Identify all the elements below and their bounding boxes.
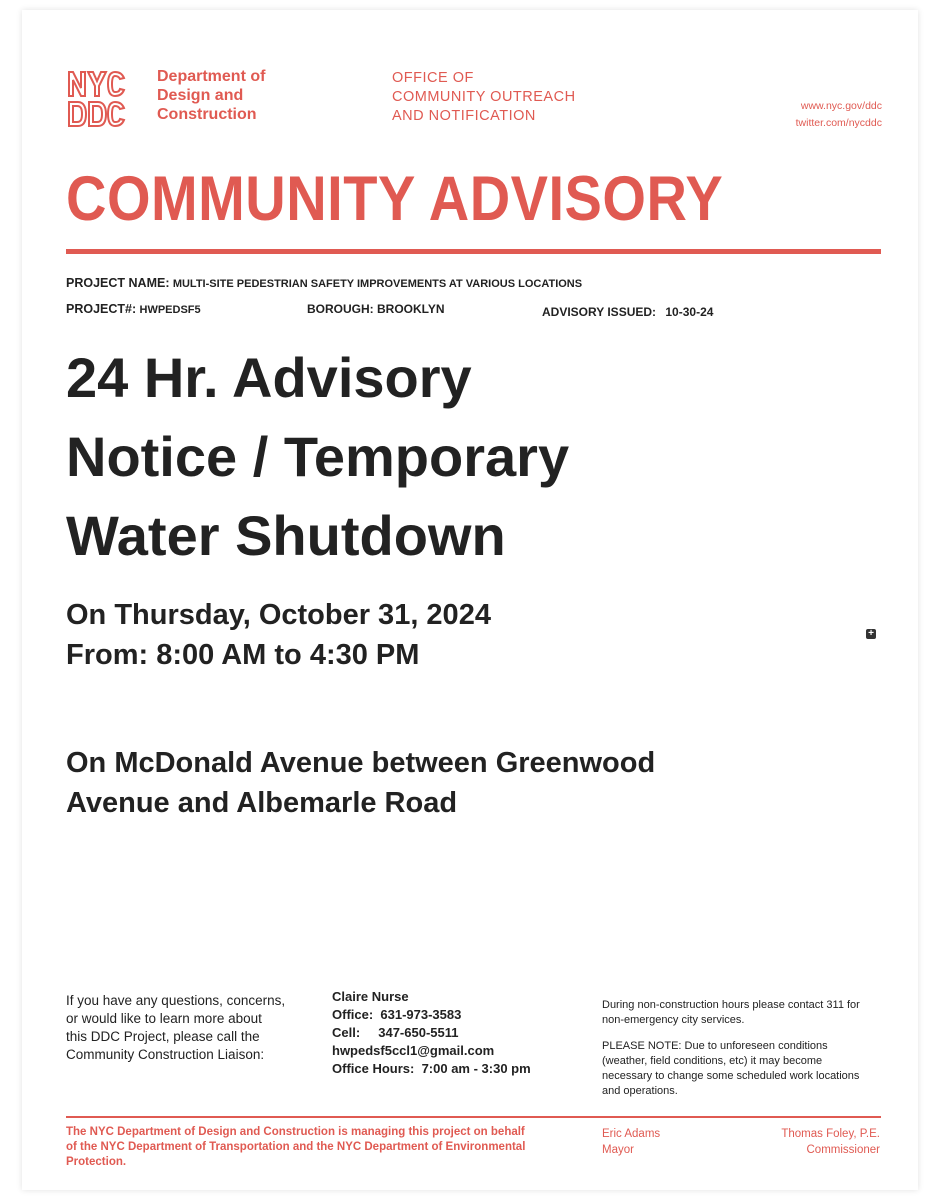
- office-line-2: COMMUNITY OUTREACH: [392, 89, 576, 105]
- advisory-page: [22, 10, 918, 1190]
- contact-intro-line-3: this DDC Project, please call the: [66, 1029, 260, 1044]
- notice-date: On Thursday, October 31, 2024: [66, 599, 491, 631]
- notice-time: From: 8:00 AM to 4:30 PM: [66, 639, 420, 671]
- department-line-3: Construction: [157, 106, 257, 123]
- liaison-cell-phone: Cell: 347-650-5511: [332, 1025, 459, 1040]
- department-line-1: Department of: [157, 68, 266, 85]
- department-line-2: Design and: [157, 87, 244, 104]
- notice-schedule: [66, 595, 491, 675]
- project-number-value: HWPEDSF5: [139, 304, 201, 316]
- footer-mayor: [602, 1126, 660, 1158]
- footer-divider: [66, 1116, 881, 1118]
- borough-value: BROOKLYN: [377, 302, 445, 316]
- please-note: PLEASE NOTE: Due to unforeseen conditions (weather, field conditions, etc) it may become necessary to change some scheduled work locations and operations.: [602, 1040, 860, 1097]
- liaison-office-phone: Office: 631-973-3583: [332, 1007, 462, 1022]
- contact-notes: [602, 998, 872, 1110]
- notice-title-line-3: Water Shutdown: [66, 504, 506, 567]
- notice-location: [66, 743, 906, 823]
- project-number-row: [66, 302, 201, 316]
- contact-intro-line-4: Community Construction Liaison:: [66, 1047, 265, 1062]
- commissioner-name: Thomas Foley, P.E.: [781, 1128, 880, 1140]
- nyc-ddc-logo: [66, 68, 144, 132]
- website-link[interactable]: www.nyc.gov/ddc: [800, 100, 882, 112]
- contact-intro-line-1: If you have any questions, concerns,: [66, 993, 286, 1008]
- liaison-office-hours: Office Hours: 7:00 am - 3:30 pm: [332, 1061, 531, 1076]
- project-name-value: MULTI-SITE PEDESTRIAN SAFETY IMPROVEMENTS AT VARIOUS LOCATIONS: [172, 278, 583, 290]
- contact-intro: [66, 992, 306, 1064]
- header-links: [757, 98, 882, 132]
- liaison-contact: [332, 988, 531, 1078]
- mayor-title: Mayor: [602, 1144, 634, 1156]
- footer-commissioner: [722, 1126, 880, 1158]
- notice-location-line-2: Avenue and Albemarle Road: [66, 787, 458, 819]
- plus-icon[interactable]: +: [866, 629, 876, 639]
- notice-title-line-1: 24 Hr. Advisory: [66, 346, 472, 409]
- non-construction-note: During non-construction hours please contact 311 for non-emergency city services.: [602, 999, 860, 1026]
- commissioner-title: Commissioner: [806, 1144, 880, 1156]
- notice-location-line-1: On McDonald Avenue between Greenwood: [66, 747, 656, 779]
- notice-title: [66, 338, 906, 575]
- borough-label: BOROUGH:: [307, 302, 374, 316]
- borough-row: [307, 302, 445, 316]
- contact-intro-line-2: or would like to learn more about: [66, 1011, 262, 1026]
- office-name: [392, 69, 576, 126]
- footer-managing-text: The NYC Department of Design and Construction is managing this project on behalf of the NYC Department of Transportation and the NYC Department of Environmental Protection.: [66, 1126, 526, 1168]
- twitter-link[interactable]: twitter.com/nycddc: [795, 117, 882, 129]
- department-name: [157, 67, 265, 124]
- header-divider: [66, 249, 881, 254]
- mayor-name: Eric Adams: [602, 1128, 661, 1140]
- project-number-label: PROJECT#:: [66, 302, 137, 316]
- advisory-issued-value: 10-30-24: [665, 305, 714, 319]
- advisory-issued-row: [542, 305, 713, 319]
- office-line-1: OFFICE OF: [392, 70, 474, 86]
- project-name-row: [66, 276, 582, 290]
- liaison-name: Claire Nurse: [332, 989, 409, 1004]
- headline: COMMUNITY ADVISORY: [66, 163, 724, 234]
- notice-title-line-2: Notice / Temporary: [66, 425, 570, 488]
- office-line-3: AND NOTIFICATION: [392, 108, 536, 124]
- project-name-label: PROJECT NAME:: [66, 276, 170, 290]
- advisory-issued-label: ADVISORY ISSUED:: [542, 305, 657, 319]
- liaison-email[interactable]: hwpedsf5ccl1@gmail.com: [332, 1043, 495, 1058]
